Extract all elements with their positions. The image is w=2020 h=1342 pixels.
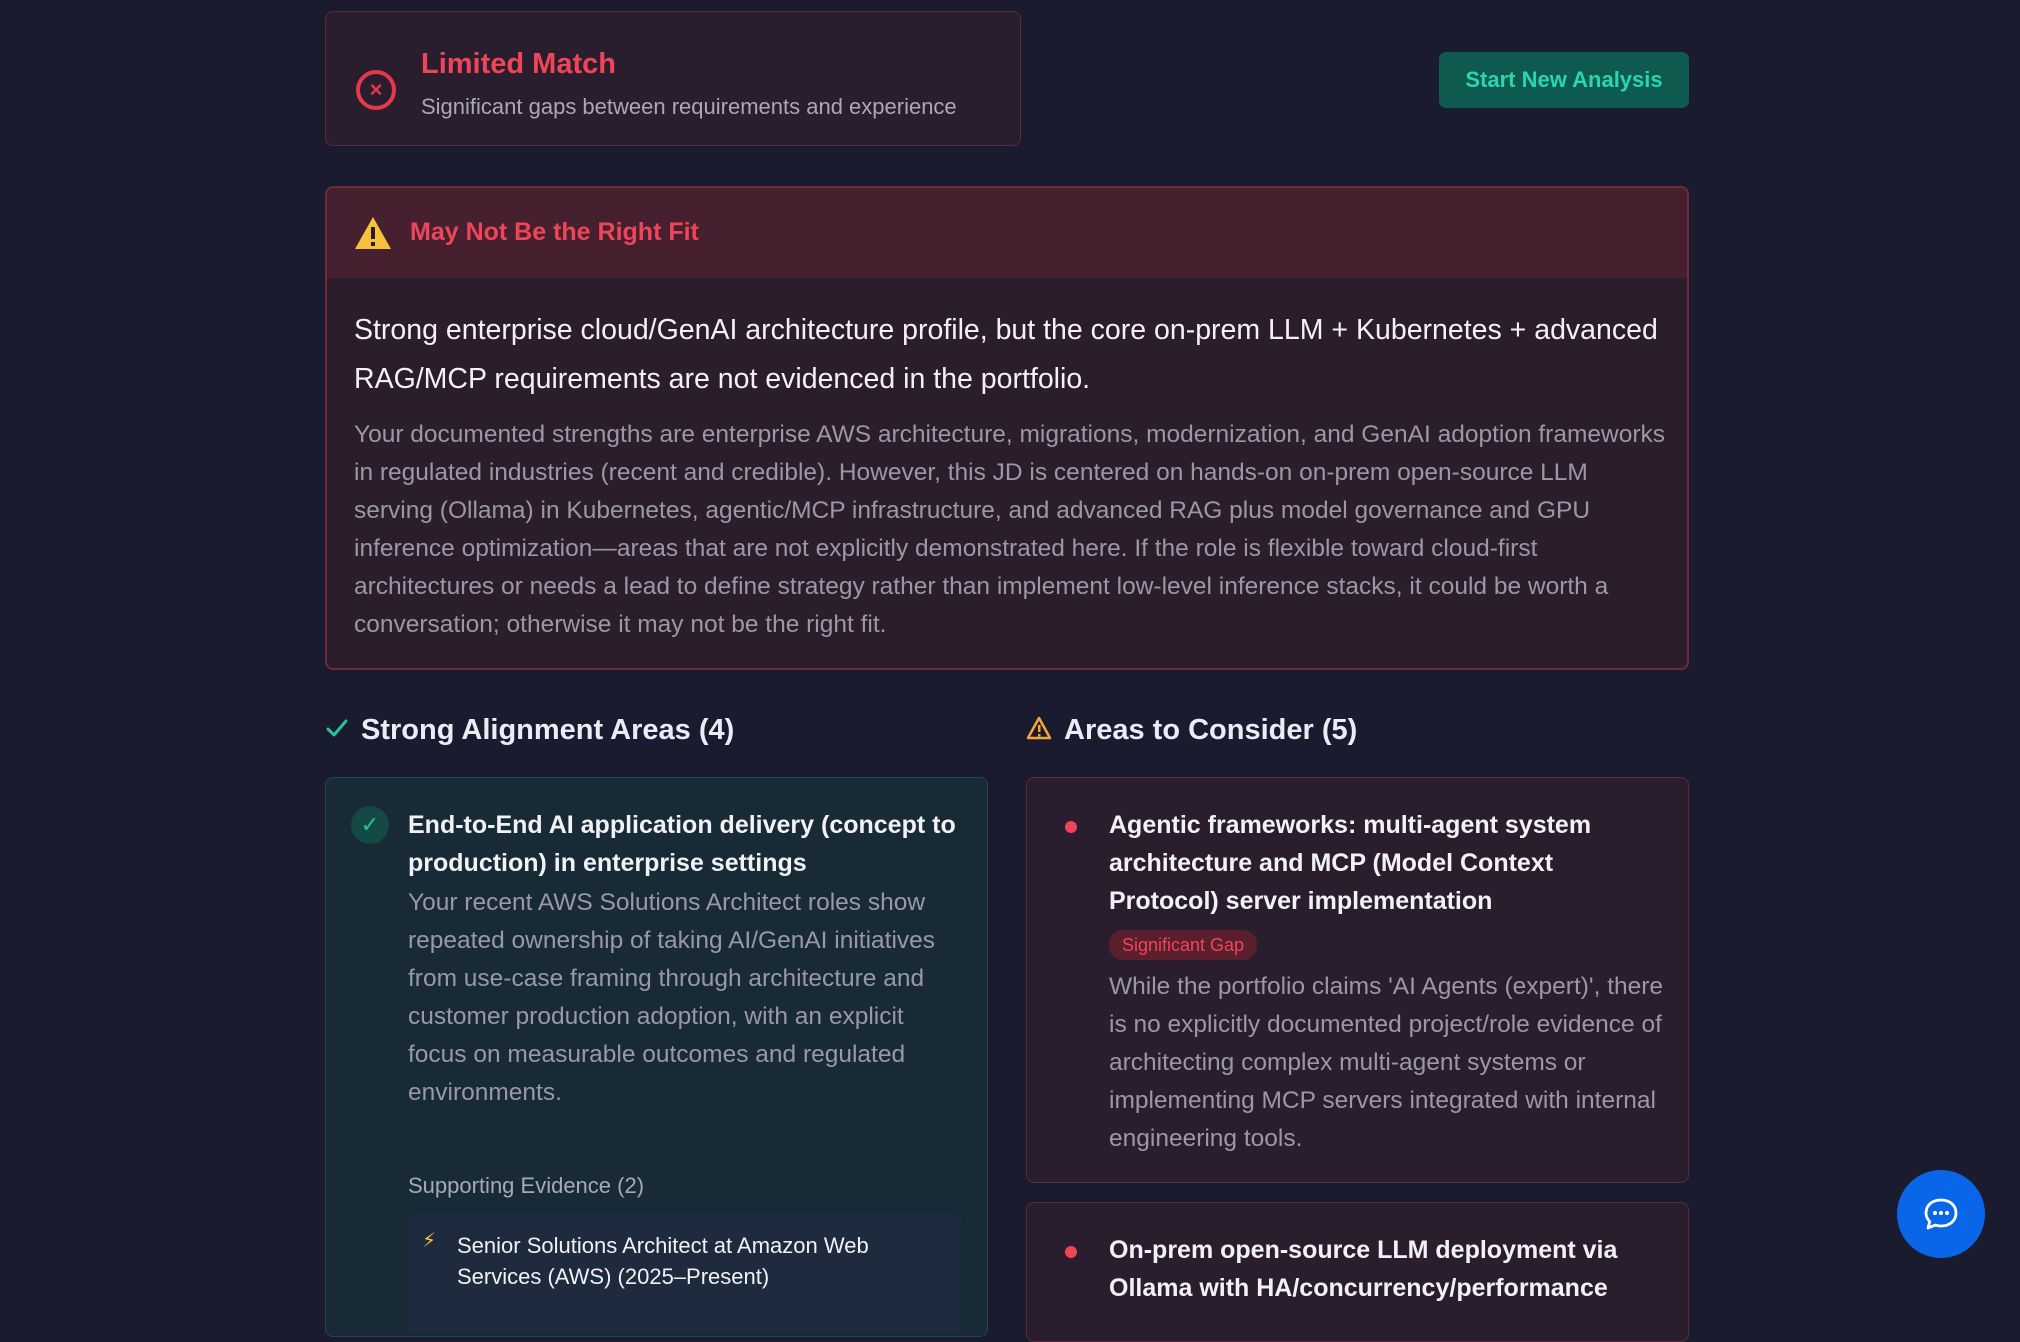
alignment-item-description: Your recent AWS Solutions Architect roles show repeated ownership of taking AI/GenAI initiatives from use-case framing through architecture and customer production adoption, with an explicit focus on measurable outcomes and regulated environments. <box>408 889 936 1106</box>
supporting-evidence-label: Supporting Evidence (2) <box>408 1173 645 1198</box>
consider-item-card[interactable] <box>1026 777 1689 1183</box>
match-summary-card <box>325 11 1021 146</box>
check-icon <box>325 715 349 748</box>
match-subtitle: Significant gaps between requirements and experience <box>421 94 957 119</box>
strong-alignment-heading <box>325 714 734 748</box>
consider-item-title: On-prem open-source LLM deployment via Ollama with HA/concurrency/performance <box>1109 1236 1618 1302</box>
x-circle-icon: × <box>356 70 396 110</box>
bullet-dot-icon <box>1065 821 1077 833</box>
consider-item-title: Agentic frameworks: multi-agent system architecture and MCP (Model Context Protocol) server implementation <box>1109 811 1592 915</box>
fit-title: May Not Be the Right Fit <box>410 218 699 246</box>
check-circle-icon: ✓ <box>351 806 389 844</box>
evidence-item[interactable] <box>408 1214 961 1334</box>
evidence-item-text: Senior Solutions Architect at Amazon Web Services (AWS) (2025–Present) <box>457 1233 869 1289</box>
start-new-analysis-button[interactable]: Start New Analysis <box>1439 52 1689 108</box>
match-title: Limited Match <box>421 48 616 80</box>
warning-icon <box>353 215 393 251</box>
fit-lead: Strong enterprise cloud/GenAI architecture profile, but the core on-prem LLM + Kubernetes + advanced RAG/MCP requirements are not evidenced in the portfolio. <box>354 314 1658 395</box>
alignment-item-card[interactable] <box>325 777 988 1337</box>
fit-assessment-card <box>325 186 1689 670</box>
significant-gap-badge: Significant Gap <box>1109 930 1257 960</box>
consider-item-description: While the portfolio claims 'AI Agents (expert)', there is no explicitly documented project/role evidence of architecting complex multi-agent systems or implementing MCP servers integrated with internal engineering tools. <box>1109 973 1664 1152</box>
alignment-item-title: End-to-End AI application delivery (concept to production) in enterprise settings <box>408 811 956 877</box>
areas-to-consider-label: Areas to Consider (5) <box>1064 714 1358 746</box>
strong-alignment-label: Strong Alignment Areas (4) <box>361 714 735 746</box>
areas-to-consider-heading <box>1026 714 1357 748</box>
lightning-icon: ⚡ <box>422 1230 437 1252</box>
fit-body: Your documented strengths are enterprise AWS architecture, migrations, modernization, and GenAI adoption frameworks in regulated industries (recent and credible). However, this JD is centered on hands-on on-prem open-source LLM serving (Ollama) in Kubernetes, agentic/MCP infrastructure, and advanced RAG plus model governance and GPU inference optimization—areas that are not explicitly demonstrated here. If the role is flexible toward cloud-first architectures or needs a lead to define strategy rather than implement low-level inference stacks, it could be worth a conversation; otherwise it may not be the right fit. <box>354 421 1665 638</box>
chat-bubble-icon <box>1919 1192 1963 1236</box>
bullet-dot-icon <box>1065 1246 1077 1258</box>
warning-outline-icon <box>1026 715 1052 748</box>
consider-item-card[interactable] <box>1026 1202 1689 1342</box>
fit-assessment-header <box>327 188 1687 278</box>
chat-button[interactable] <box>1897 1170 1985 1258</box>
